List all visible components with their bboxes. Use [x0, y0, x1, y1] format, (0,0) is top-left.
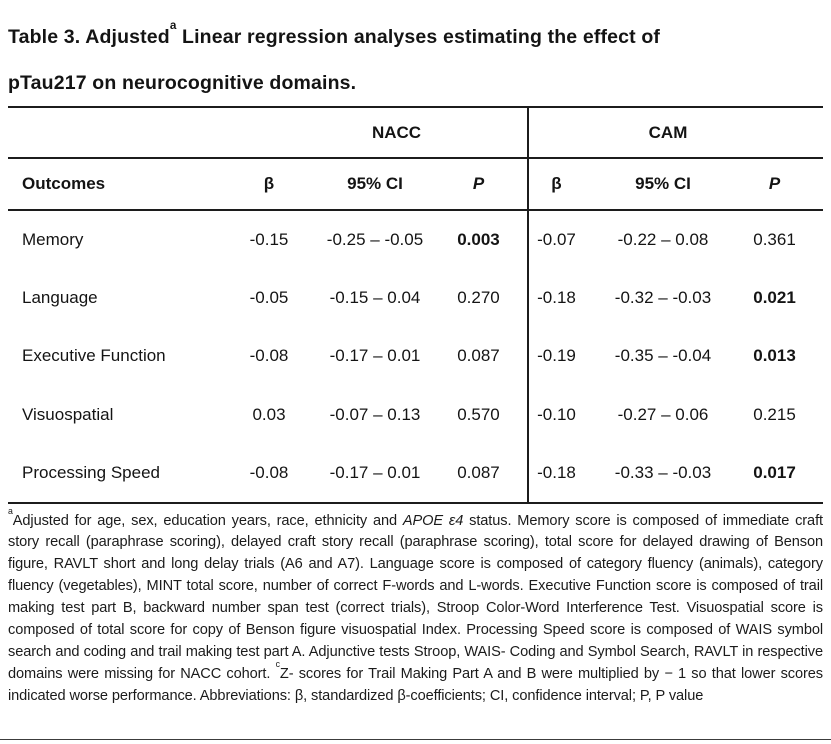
table-row	[8, 386, 823, 445]
column-header-cam-ci: 95% CI	[600, 158, 742, 210]
cam-beta-value: -0.18	[528, 444, 600, 503]
column-header-outcomes: Outcomes	[8, 158, 230, 210]
column-header-nacc-p: P	[442, 158, 528, 210]
nacc-beta-value: -0.08	[230, 444, 308, 503]
nacc-beta-value: -0.05	[249, 287, 289, 307]
cam-ci-value: -0.33 – -0.03	[600, 444, 742, 503]
outcome-label: Language	[22, 287, 98, 307]
table-row	[8, 444, 823, 503]
outcome-label: Processing Speed	[8, 444, 230, 503]
nacc-ci-value: -0.15 – 0.04	[329, 287, 421, 307]
column-header-nacc-ci: 95% CI	[308, 158, 442, 210]
table-row	[8, 210, 823, 269]
group-header-nacc: NACC	[230, 107, 528, 158]
table-body	[8, 210, 823, 503]
column-header-cam-beta: β	[528, 158, 600, 210]
column-header-nacc-beta: β	[230, 158, 308, 210]
column-header-cam-p: P	[742, 158, 823, 210]
page-border-bottom	[0, 739, 831, 740]
nacc-beta-value: -0.15	[249, 229, 289, 249]
cam-ci-value: -0.27 – 0.06	[617, 404, 709, 424]
column-header-row	[8, 158, 823, 210]
outcome-label: Executive Function	[22, 346, 166, 366]
table-row	[8, 327, 823, 386]
table-row	[8, 269, 823, 328]
results-table	[8, 106, 823, 504]
nacc-ci-value: -0.17 – 0.01	[308, 444, 442, 503]
cam-beta-value: -0.19	[528, 327, 600, 386]
nacc-p-value: 0.270	[457, 287, 500, 307]
nacc-beta-value: -0.08	[249, 346, 289, 366]
cam-p-value: 0.017	[742, 444, 823, 503]
cam-ci-value: -0.35 – -0.04	[614, 346, 712, 366]
nacc-beta-value: 0.03	[252, 404, 286, 424]
cam-beta-value: -0.07	[528, 210, 600, 269]
cam-p-value: 0.021	[753, 287, 796, 307]
cam-ci-value: -0.32 – -0.03	[614, 287, 712, 307]
outcome-label: Memory	[22, 229, 84, 249]
cam-ci-value: -0.22 – 0.08	[617, 229, 709, 249]
cam-beta-value: -0.10	[528, 386, 600, 445]
group-header-row	[8, 107, 823, 158]
nacc-p-value: 0.003	[457, 229, 500, 249]
nacc-ci-value: -0.17 – 0.01	[329, 346, 421, 366]
nacc-ci-value: -0.25 – -0.05	[326, 229, 424, 249]
nacc-p-value: 0.087	[442, 444, 528, 503]
cam-p-value: 0.215	[753, 404, 796, 424]
group-header-cam: CAM	[528, 107, 823, 158]
cam-p-value: 0.361	[753, 229, 796, 249]
nacc-p-value: 0.087	[457, 346, 500, 366]
table-title: Table 3. Adjusted$^a$ Linear regression analyses estimating the effect of pTau217 on neurocognitive domains.	[8, 19, 661, 94]
nacc-ci-value: -0.07 – 0.13	[329, 404, 421, 424]
cam-beta-value: -0.18	[528, 269, 600, 328]
outcome-label: Visuospatial	[22, 404, 114, 424]
group-header-spacer	[8, 107, 230, 158]
nacc-p-value: 0.570	[457, 404, 500, 424]
table-footnote: $^a$Adjusted for age, sex, education years, race, ethnicity and APOE ε4 status. Memory score is composed of immediate craft story recall (paraphrase scoring), delayed craft story recall (paraphrase scoring), total score for delayed drawing of Benson figure, RAVLT short and long delay trials (A6 and A7). Language score is composed of category fluency (animals), category fluency (vegetables), MINT total score, number of correct F-words and L-words. Executive Function score is composed of trail making test part B, backward number span test (correct trials), Stroop Color-Word Interference Test. Visuospatial score is composed of total score for copy of Benson figure visuospatial Index. Processing Speed score is composed of WAIS symbol search and coding and trail making test part A. Adjunctive tests Stroop, WAIS- Coding and Symbol Search, RAVLT in respective domains were missing for NACC cohort. $^c$Z- scores for Trail Making Part A and B were multiplied by − 1 so that lower scores indicated worse performance. Abbreviations: β, standardized β-coefficients; CI, confidence interval; P, P value	[8, 505, 823, 704]
cam-p-value: 0.013	[753, 346, 796, 366]
